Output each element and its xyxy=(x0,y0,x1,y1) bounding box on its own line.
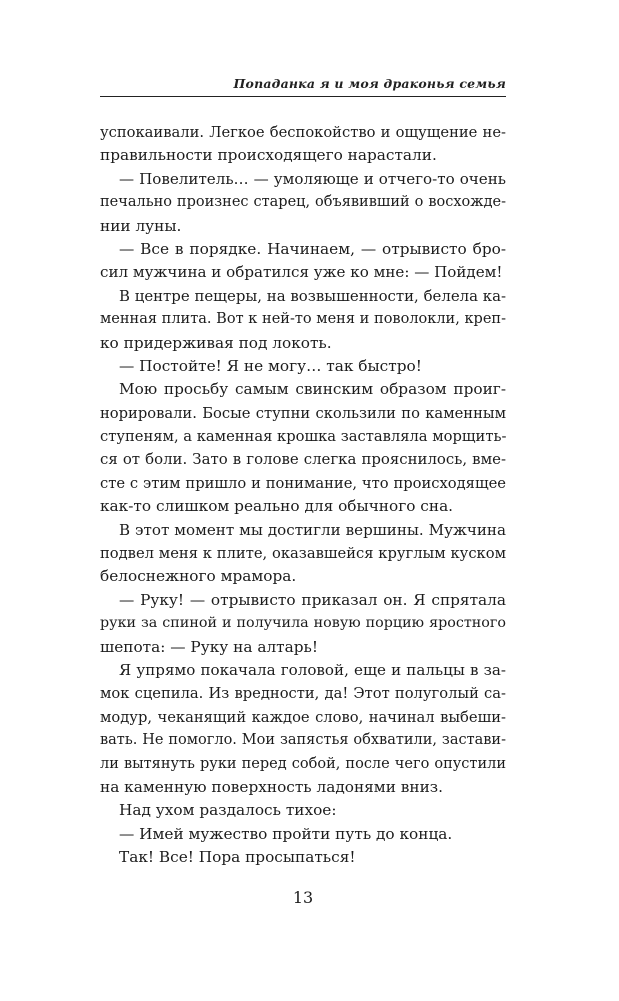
text-line: нии луны. xyxy=(100,216,182,235)
text-line: белоснежного мрамора. xyxy=(100,567,297,586)
text-line: В этот момент мы достигли вершины. Мужчина xyxy=(119,520,506,539)
text-line: Так! Все! Пора просыпаться! xyxy=(119,848,356,867)
text-line: шепота: — Руку на алтарь! xyxy=(100,637,319,656)
text-line: Мою просьбу самым свинским образом проиг- xyxy=(119,380,506,399)
text-line: как-то слишком реально для обычного сна. xyxy=(100,497,454,516)
text-line: — Постойте! Я не могу… так быстро! xyxy=(119,356,422,375)
text-line: успокаивали. Легкое беспокойство и ощущение не- xyxy=(100,124,506,141)
text-line: — Имей мужество пройти путь до конца. xyxy=(119,824,453,843)
running-title: Попаданка я и моя драконья семья xyxy=(233,76,506,91)
text-line: Я упрямо покачала головой, еще и пальцы в за- xyxy=(119,660,506,679)
text-line: мок сцепила. Из вредности, да! Этот полуголый са- xyxy=(100,685,506,703)
page-text xyxy=(100,121,506,870)
text-line: печально произнес старец, объявивший о восхожде- xyxy=(100,194,506,211)
text-line: руки за спиной и получила новую порцию яростного xyxy=(100,615,506,632)
text-line: В центре пещеры, на возвышенности, белела ка- xyxy=(119,286,506,305)
text-line: модур, чеканящий каждое слово, начинал выбеши- xyxy=(100,708,506,726)
text-line: правильности происходящего нарастали. xyxy=(100,146,437,165)
text-line: ко придерживая под локоть. xyxy=(100,333,332,352)
text-line: — Повелитель… — умоляюще и отчего-то очень xyxy=(119,169,506,188)
text-line: вать. Не помогло. Мои запястья обхватили, застави- xyxy=(100,732,506,749)
text-line: подвел меня к плите, оказавшейся круглым куском xyxy=(100,545,506,563)
text-line: Над ухом раздалось тихое: xyxy=(119,801,337,820)
text-line: менная плита. Вот к ней-то меня и поволокли, креп- xyxy=(100,311,506,328)
text-line: ся от боли. Зато в голове слегка прояснилось, вме- xyxy=(100,450,506,469)
text-line: ли вытянуть руки перед собой, после чего опустили xyxy=(100,755,506,772)
page-number: 13 xyxy=(292,888,314,907)
text-line: норировали. Босые ступни скользили по каменным xyxy=(100,404,506,422)
text-line: — Все в порядке. Начинаем, — отрывисто бро- xyxy=(119,239,506,258)
text-line: сил мужчина и обратился уже ко мне: — Пойдем! xyxy=(100,263,503,282)
text-line: — Руку! — отрывисто приказал он. Я спрятала xyxy=(119,590,506,609)
text-line: на каменную поверхность ладонями вниз. xyxy=(100,777,443,796)
text-line: ступеням, а каменная крошка заставляла морщить- xyxy=(100,428,507,446)
header-divider xyxy=(100,96,506,97)
text-line: сте с этим пришло и понимание, что происходящее xyxy=(100,474,506,492)
